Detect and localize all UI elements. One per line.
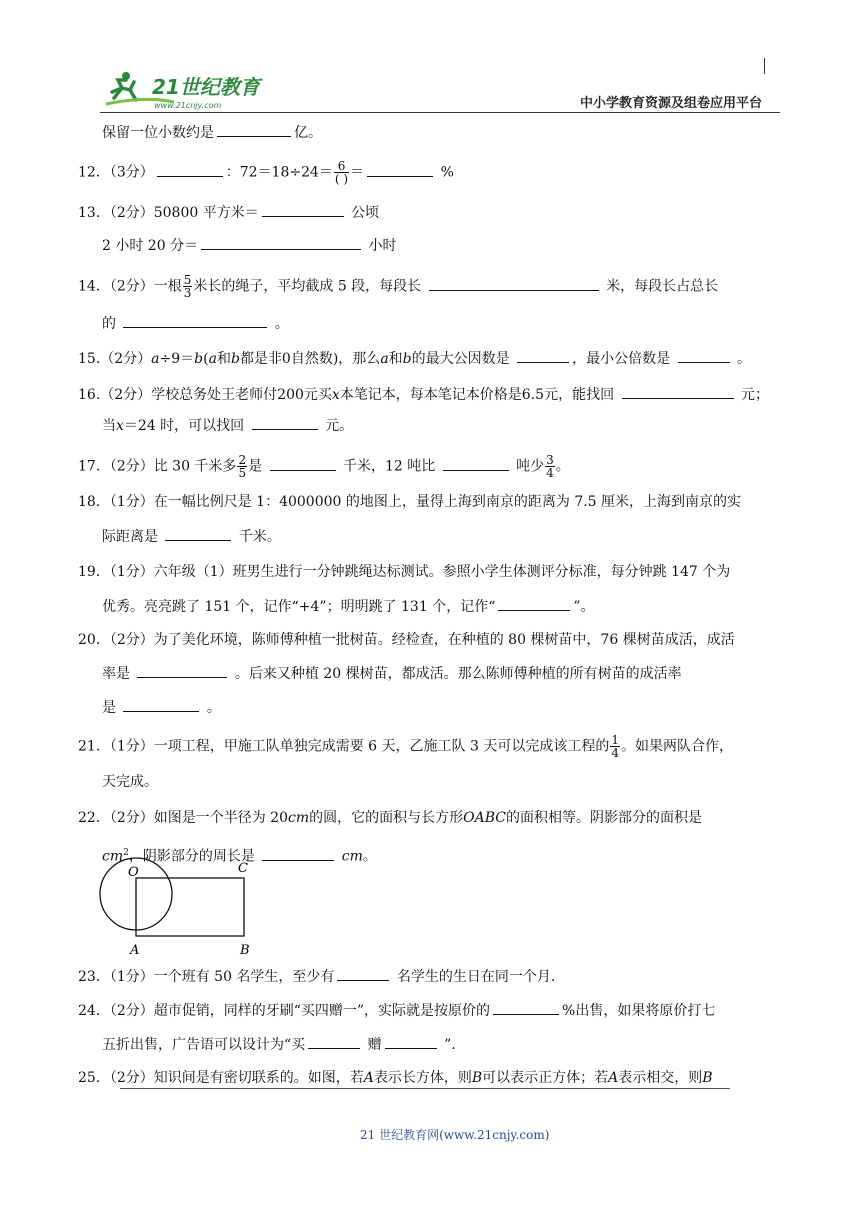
question-19: 19．（1分）六年级（1）班男生进行一分钟跳绳达标测试。参照小学生体测评分标准，每分钟跳 147 个为 bbox=[78, 564, 731, 580]
answer-blank[interactable] bbox=[165, 526, 231, 541]
header-cursor-mark bbox=[764, 58, 765, 74]
question-18: 18．（1分）在一幅比例尺是 1：4000000 的地图上，量得上海到南京的距离为 7.5 厘米，上海到南京的实 bbox=[78, 494, 742, 510]
svg-text:21世纪教育: 21世纪教育 bbox=[152, 75, 260, 99]
fraction: $\frac{3}{4}$ bbox=[546, 453, 554, 480]
question-13-part2: 2 小时 20 分＝ 小时 bbox=[102, 235, 397, 256]
question-12: 12．（3分） ：72＝18÷24＝ $\frac{6}{( )}$ ＝ % bbox=[78, 159, 454, 186]
question-25: 25．（2分）知识间是有密切联系的。如图，若A表示长方体，则B可以表示正方体；若A表示相交，则B bbox=[78, 1070, 713, 1086]
question-17: 17．（2分）比 30 千米多 $\frac{2}{5}$ 是 千米，12 吨比 吨少 $\frac{3}{4}$ 。 bbox=[78, 453, 570, 480]
answer-blank[interactable] bbox=[498, 596, 570, 611]
answer-blank[interactable] bbox=[123, 697, 199, 712]
header-platform-title: 中小学教育资源及组卷应用平台 bbox=[580, 96, 763, 111]
question-15: 15.（2分）a÷9＝b(a和b都是非0自然数)，那么a和b的最大公因数是 ，最小公倍数是 。 bbox=[78, 348, 751, 369]
logo-21cnjy bbox=[104, 68, 284, 112]
answer-blank[interactable] bbox=[252, 415, 318, 430]
line-carryover: 保留一位小数约是 亿。 bbox=[102, 122, 322, 143]
answer-blank[interactable] bbox=[622, 384, 734, 399]
question-20-part3: 是 。 bbox=[102, 697, 221, 718]
label-o: O bbox=[128, 865, 139, 880]
fraction: $\frac{1}{4}$ bbox=[611, 733, 619, 760]
question-13: 13．（2分）50800 平方米＝ 公顷 bbox=[78, 202, 379, 223]
circle-rectangle-figure bbox=[98, 852, 268, 962]
label-b: B bbox=[240, 943, 250, 958]
label-a: A bbox=[130, 943, 140, 958]
answer-blank[interactable] bbox=[493, 1000, 559, 1015]
answer-blank[interactable] bbox=[262, 846, 334, 861]
question-14: 14．（2分）一根 $\frac{5}{3}$ 米长的绳子，平均截成 5 段，每段长 米，每段长占总长 bbox=[78, 273, 719, 300]
question-21: 21．（1分）一项工程，甲施工队单独完成需要 6 天，乙施工队 3 天可以完成该工程的 $\frac{1}{4}$ 。如果两队合作， bbox=[78, 733, 733, 760]
answer-blank[interactable] bbox=[429, 276, 599, 291]
answer-blank[interactable] bbox=[137, 663, 227, 678]
svg-text:www.21cnjy.com: www.21cnjy.com bbox=[154, 101, 222, 110]
answer-blank[interactable] bbox=[157, 162, 223, 177]
answer-blank[interactable] bbox=[270, 456, 336, 471]
question-18-part2: 际距离是 千米。 bbox=[102, 526, 281, 547]
question-16: 16.（2分）学校总务处王老师付200元买x本笔记本，每本笔记本价格是6.5元，能找回 元； bbox=[78, 384, 769, 405]
answer-blank[interactable] bbox=[308, 1034, 360, 1049]
rectangle-oabc bbox=[136, 878, 244, 936]
footer-rule bbox=[120, 1088, 730, 1089]
answer-blank[interactable] bbox=[678, 348, 730, 363]
question-20: 20．（2分）为了美化环境，陈师傅种植一批树苗。经检查，在种植的 80 棵树苗中，76 棵树苗成活，成活 bbox=[78, 632, 735, 648]
label-c: C bbox=[238, 861, 248, 876]
question-19-part2: 优秀。亮亮跳了 151 个，记作“+4”；明明跳了 131 个，记作“ ”。 bbox=[102, 596, 595, 617]
answer-blank[interactable] bbox=[385, 1034, 437, 1049]
question-14-part2: 的 。 bbox=[102, 313, 289, 334]
question-20-part2: 率是 。后来又种植 20 棵树苗，都成活。那么陈师傅种植的所有树苗的成活率 bbox=[102, 663, 682, 684]
answer-blank[interactable] bbox=[517, 348, 569, 363]
fraction: $\frac{5}{3}$ bbox=[183, 273, 192, 300]
answer-blank[interactable] bbox=[367, 162, 433, 177]
question-23: 23．（1分）一个班有 50 名学生，至少有 名学生的生日在同一个月. bbox=[78, 966, 555, 987]
fraction: $\frac{6}{( )}$ bbox=[334, 159, 349, 186]
answer-blank[interactable] bbox=[217, 122, 291, 137]
question-24: 24．（2分）超市促销，同样的牙刷“买四赠一”，实际就是按原价的 %出售，如果将原价打七 bbox=[78, 1000, 715, 1021]
question-22-part2: $cm^2$，阴影部分的周长是 cm。 bbox=[102, 843, 377, 867]
footer-site[interactable]: 21 世纪教育网(www.21cnjy.com) bbox=[360, 1128, 550, 1142]
fraction: $\frac{2}{5}$ bbox=[238, 453, 247, 480]
question-16-part2: 当x＝24 时，可以找回 元。 bbox=[102, 415, 353, 436]
answer-blank[interactable] bbox=[337, 966, 389, 981]
question-21-part2: 天完成。 bbox=[102, 774, 158, 790]
question-22: 22．（2分）如图是一个半径为 20cm的圆，它的面积与长方形OABC的面积相等。阴影部分的面积是 bbox=[78, 810, 702, 826]
header-rule bbox=[100, 112, 780, 113]
answer-blank[interactable] bbox=[201, 235, 361, 250]
answer-blank[interactable] bbox=[443, 456, 509, 471]
question-24-part2: 五折出售，广告语可以设计为“买 赠 ”. bbox=[102, 1034, 456, 1055]
answer-blank[interactable] bbox=[123, 313, 267, 328]
answer-blank[interactable] bbox=[262, 202, 344, 217]
